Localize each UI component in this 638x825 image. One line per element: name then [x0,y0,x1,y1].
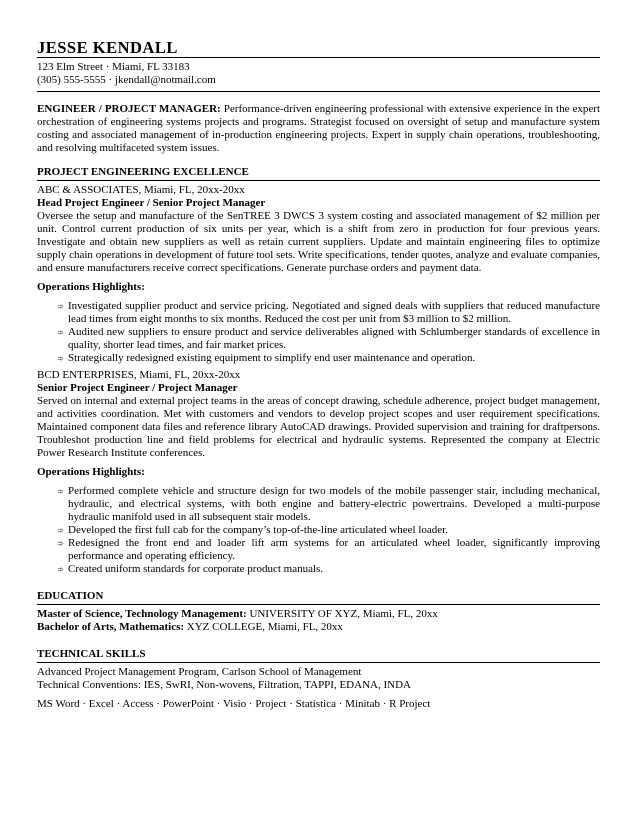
list-item: ➾ Audited new suppliers to ensure product and service deliverables aligned with Schlumberger standards of excellence in quality, shorter lead times, and fair market prices. [57,326,600,351]
highlights-label: Operations Highlights: [37,466,145,478]
arrow-bullet-icon: ➾ [57,354,64,363]
technical-conventions: Technical Conventions: IES, SwRI, Non-wovens, Filtration, TAPPI, EDANA, INDA [37,679,411,691]
job-entry [37,184,600,365]
degree-name: Bachelor of Arts, Mathematics: [37,621,185,633]
experience-heading: PROJECT ENGINEERING EXCELLENCE [37,166,600,181]
degree-name: Master of Science, Technology Management: [37,608,247,620]
job-company: ABC & ASSOCIATES, Miami, FL, 20xx-20xx [37,184,245,196]
professional-summary [37,103,600,155]
experience-section [37,166,600,576]
arrow-bullet-icon: ➾ [57,539,64,548]
contact-info [37,61,600,87]
training-program: Advanced Project Management Program, Carlson School of Management [37,666,362,678]
software-skills: MS Word · Excel · Access · PowerPoint · Visio · Project · Statistica · Minitab · R Project [37,698,431,710]
summary-text: Performance-driven engineering professional with extensive experience in the expert orchestration of engineering systems projects and programs. Strategist focused on oversight of setup and manufacture system costing and associated management of in-production engineering projects. Expert in supply chain operations, troubleshooting, and resolving multifaceted system issues. [37,103,600,154]
school-name: XYZ COLLEGE, Miami, FL, 20xx [186,621,343,633]
list-item: ➾ Investigated supplier product and service pricing. Negotiated and signed deals with suppliers that reduced manufacture lead times from eight months to six months. Reduced the cost per unit from $3 million to $2 million. [57,300,600,325]
education-section [37,590,600,634]
highlights-label: Operations Highlights: [37,281,145,293]
job-title: Senior Project Engineer / Project Manager [37,382,238,394]
job-description: Oversee the setup and manufacture of the SenTREE 3 DWCS 3 system costing and associated management of $2 million per unit. Control current production of six units per year, which is a shift from zero in production for four previous years. Investigate and obtain new suppliers as well as retain current suppliers. Update and maintain engineering files to optimize supply chain operations in development of future tool sets. Write specifications, tender quotes, analyze and evaluate companies, and ensure manufacturers receive correct specifications. Generate purchase orders and payment data. [37,210,600,274]
skills-section [37,648,600,711]
skills-heading: TECHNICAL SKILLS [37,648,600,663]
arrow-bullet-icon: ➾ [57,328,64,337]
job-description: Served on internal and external project teams in the areas of concept drawing, schedule adherence, project budget management, and activities coordination. Met with customers and vendors to develop project scopes and user requirement specifications. Maintained component data files and reference library AutoCAD drawings. Provided supervision and training for draftpersons. Troubleshot production line and field problems for electrical and hydraulic systems. Represented the company at Electric Power Research Institute conferences. [37,395,600,459]
list-item: ➾ Redesigned the front end and loader lift arm systems for an articulated wheel loader, significantly improving performance and operating efficiency. [57,537,600,562]
job-title: Head Project Engineer / Senior Project Manager [37,197,266,209]
education-entry [37,608,600,621]
list-item: ➾ Strategically redesigned existing equipment to simplify end user maintenance and operation. [57,352,476,364]
arrow-bullet-icon: ➾ [57,302,64,311]
job-entry [37,369,600,576]
header-divider [37,57,600,58]
arrow-bullet-icon: ➾ [57,526,64,535]
list-item: ➾ Performed complete vehicle and structure design for two models of the mobile passenger stair, including mechanical, hydraulic, and electrical systems, with both engine and battery-electric powertrains. Developed a multi-purpose hydraulic manifold used in all subsequent stair models. [57,485,600,523]
job-company: BCD ENTERPRISES, Miami, FL, 20xx-20xx [37,369,241,381]
resume-page [37,38,600,711]
arrow-bullet-icon: ➾ [57,487,64,496]
summary-title: ENGINEER / PROJECT MANAGER: [37,103,221,115]
highlights-list [37,485,600,576]
list-item: ➾ Developed the first full cab for the company’s top-of-the-line articulated wheel loader. [57,524,448,536]
address-line: 123 Elm Street · Miami, FL 33183 [37,61,190,73]
school-name: UNIVERSITY OF XYZ, Miami, FL, 20xx [249,608,438,620]
candidate-name: JESSE KENDALL [37,38,178,57]
education-entry [37,621,600,634]
phone-email-line: (305) 555-5555 · jkendall@notmail.com [37,74,216,86]
highlights-list [37,300,600,365]
arrow-bullet-icon: ➾ [57,565,64,574]
education-heading: EDUCATION [37,590,600,605]
list-item: ➾ Created uniform standards for corporate product manuals. [57,563,324,575]
contact-divider [37,91,600,92]
